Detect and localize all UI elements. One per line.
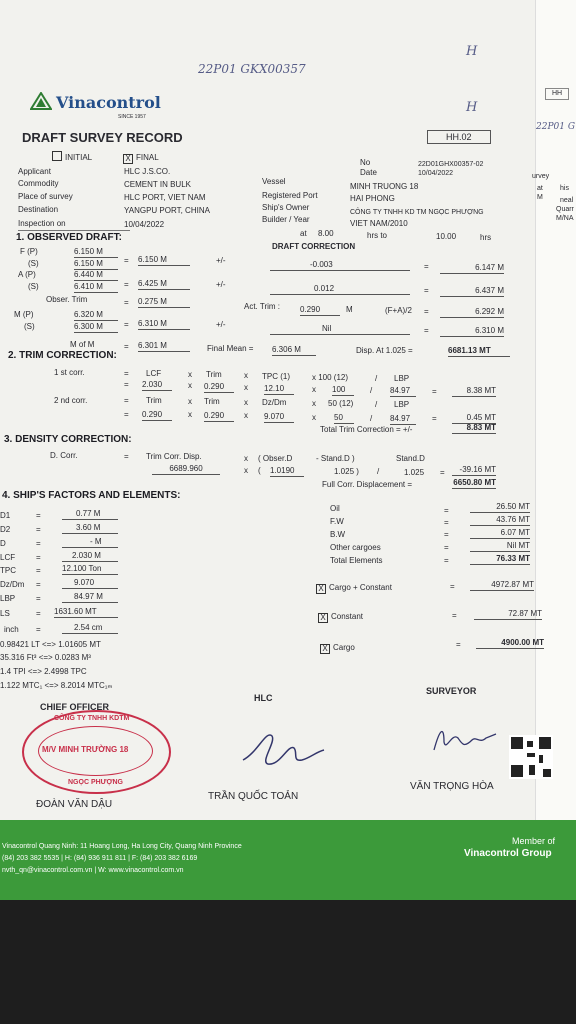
section-trim-correction: 2. TRIM CORRECTION: — [8, 350, 117, 361]
trim-label: Trim — [206, 370, 222, 379]
displacement: 6681.13 MT — [448, 346, 510, 357]
port-label: Registered Port — [262, 191, 318, 200]
dcorr-label: D. Corr. — [50, 451, 78, 460]
chief-officer-label: CHIEF OFFICER — [40, 702, 109, 712]
section-density-correction: 3. DENSITY CORRECTION: — [4, 434, 132, 445]
hlc-label: HLC — [254, 693, 273, 703]
stand-d-label2: Stand.D — [396, 454, 425, 463]
trim-value: 0.290 — [142, 410, 172, 421]
cargo-value: 4900.00 MT — [476, 638, 544, 649]
disp-label: Disp. At 1.025 = — [356, 346, 413, 355]
times-sign: x — [244, 398, 248, 407]
tpc-label: TPC (1) — [262, 372, 290, 381]
factor-label: x 100 (12) — [312, 373, 349, 382]
tcd-label: Trim Corr. Disp. — [146, 452, 202, 461]
factor-value: 0.77 M — [62, 509, 118, 520]
start-time: 8.00 — [318, 229, 334, 238]
element-label: Oil — [330, 504, 340, 513]
equals-sign: = — [124, 298, 129, 307]
stamp-middle-text: M/V MINH TRƯỜNG 18 — [42, 745, 129, 754]
obser-d-label: ( Obser.D — [258, 454, 293, 463]
times-sign: x — [244, 383, 248, 392]
port-value: HAI PHONG — [350, 194, 395, 203]
factor-value: 1631.60 MT — [54, 607, 118, 618]
lcf-label: LCF — [146, 369, 162, 378]
tcd-value: 6689.960 — [152, 464, 220, 475]
mp-label: M (P) — [14, 310, 34, 319]
dzdm-label: Dz/Dm — [262, 398, 287, 407]
element-label: F.W — [330, 517, 344, 526]
fs-label: (S) — [28, 259, 39, 268]
vessel-value: MINH TRUONG 18 — [350, 182, 419, 191]
divide-sign: / — [375, 400, 378, 409]
conversion-line: 1.4 TPI <=> 2.4998 TPC — [0, 667, 87, 676]
final-option: X FINAL — [123, 153, 159, 164]
full-corrected-displacement: 6650.80 MT — [453, 478, 496, 487]
factor-key: LCF — [0, 553, 16, 562]
times-sign: x — [312, 385, 316, 394]
top-right-tab: HH — [545, 88, 569, 100]
survey-document: 22P01 GKX00357 H H 22P01 G HH urvey at M his neal Quarr M/NA Vinacontrol SINCE 1957 DRAFT SURVEY RECORD HH.02 INITIAL X FINAL Applicant Commodity Place of survey Destination Inspection on HLC J.S.CO. CEMENT IN BULK HLC PORT, VIET NAM YANGPU PORT, CHINA 10/04/2022 Vessel Registered Port Ship's Owner Builder / Year No Date 22D01GHX00357-02 10/04/2022 MINH TRUONG 18 HAI PHONG CÔNG TY TNHH KD TM NGỌC PHƯỢNG VIET NAM/2010 at 8.00 hrs to 10.00 hrs 1. OBSERVED DRAFT: DRAFT CORRECTION F (P) 6.150 M (S) 6.150 M = 6.150 M +/- -0.003 = 6.147 M A (P) 6.440 M (S) 6.410 M = 6.425 M +/- 0.012 = 6.437 M Obser. Trim = 0.275 M Act. Trim : 0.290 M (F+A)/2 = 6.292 M M (P) 6.320 M (S) 6.300 M = 6.310 M +/- Nil = 6.310 M M of M = 6.301 M Final Mean = 6.306 M Disp. At 1.025 = 6681.13 MT 2. TRIM CORRECTION: 1 st corr. = LCF x Trim x TPC (1) x 100 (12) / LBP = 2.030 x 0.290 x 12.10 x 100 / 84.97 = 8.38 MT 2 nd corr. = Trim x Trim x Dz/Dm x 50 (12) / LBP = 0.290 x 0.290 x 9.070 x 50 / 84.97 = 0.45 MT Total Trim Correction = +/- 8.83 MT 3. DENSITY CORRECTION: D. Corr. = Trim Corr. Disp. 6689.960 x x ( Obser.D - Stand.D ) ( 1.0190 1.025 ) / Stand.D 1.025 = -39.16 MT Full Corr. Displacement = 6650.80 MT 4. SHIP'S FACTORS AND ELEMENTS: D1 = 0.77 M D2 = 3.60 M D = - M LCF = 2.030 M TPC = 12.100 Ton Dz/Dm = 9.070 LBP = 84.97 M LS = 1631.60 MT inch = 2.54 cm 0.98421 LT <=> 1.01605 MT 35.316 Ft³ <=> 0.0283 M³ 1.4 TPI <=> 2.4998 TPC 1.122 MTC₁ <=> 8.2014 MTC₁ₘ Oil = 26.50 MT F.W = 43.76 MT B.W = 6.07 MT Other cargoes = Nil MT Total Elements = 76.33 MT X Cargo + Constant = 4972.87 MT X Constant = 72.87 MT X Cargo = 4900.00 MT CHIEF OFFICER HLC SURVEYOR CÔNG TY TNHH KDTM M/V MINH TRƯỜNG 18 NGỌC PHƯỢNG ĐOÀN VĂN DẬU TRẦN QUỐC TOẢN VĂN TRỌNG HÒA Vinacontrol Quang Ninh: 11 Hoang Long, Ha Long City, Quang Ninh Province (84) 203 382 5535 | H: (84) 936 911 811 | F: (84) 203 382 6169 nvth_qn@vinacontrol.com.vn | W: www.vinacontrol.com.vn Member of Vinacontrol Group — [0, 0, 576, 900]
form-code: HH.02 — [427, 130, 491, 144]
act-trim-label: Act. Trim : — [244, 302, 280, 311]
conversion-line: 35.316 Ft³ <=> 0.0283 M³ — [0, 653, 91, 662]
hrs-to-label: hrs to — [367, 231, 388, 240]
constant-value: 72.87 MT — [474, 609, 542, 620]
mid-result: 6.310 M — [440, 326, 504, 337]
footer-address: Vinacontrol Quang Ninh: 11 Hoang Long, Ha Long City, Quang Ninh Province — [2, 843, 242, 850]
divide-sign: / — [377, 467, 380, 476]
stand-d-value2: 1.025 — [404, 468, 425, 477]
applicant-value: HLC J.S.CO. — [124, 167, 171, 176]
margin-label: M/NA — [556, 215, 574, 222]
tpc-value: 12.10 — [264, 384, 294, 395]
total-trim-correction: 8.83 MT — [452, 423, 496, 434]
element-value: 76.33 MT — [470, 554, 530, 565]
hlc-signature-icon — [238, 722, 328, 772]
equals-sign: = — [424, 286, 429, 295]
footer-group-name: Vinacontrol Group — [464, 848, 552, 859]
stamp-bottom-text: NGỌC PHƯỢNG — [68, 779, 123, 786]
element-value: 6.07 MT — [470, 528, 530, 539]
fa2-result: 6.292 M — [440, 307, 504, 318]
qr-code-icon — [509, 735, 553, 779]
cargo-constant-checkbox: X — [316, 584, 326, 594]
equals-sign: = — [440, 468, 445, 477]
vinacontrol-logo-icon — [30, 92, 52, 110]
full-corr-label: Full Corr. Displacement = — [322, 480, 413, 489]
unit-m: M — [346, 305, 353, 314]
commodity-label: Commodity — [18, 179, 59, 188]
element-value: 26.50 MT — [470, 502, 530, 513]
factor-value: - M — [62, 537, 118, 548]
stamp-top-text: CÔNG TY TNHH KDTM — [54, 715, 130, 722]
trim-label: Trim — [204, 397, 220, 406]
margin-label: M — [537, 194, 543, 201]
factor-key: TPC — [0, 566, 16, 575]
factor-key: Dz/Dm — [0, 580, 25, 589]
margin-label: neal — [560, 197, 574, 204]
lbp-value: 84.97 — [390, 414, 416, 425]
aft-mean: 6.425 M — [138, 279, 190, 290]
ap-value: 6.440 M — [74, 270, 118, 281]
obser-d-value: 1.0190 — [270, 466, 304, 477]
plus-minus: +/- — [216, 320, 226, 329]
footer-email: nvth_qn@vinacontrol.com.vn | W: www.vinacontrol.com.vn — [2, 867, 184, 874]
date-label: Date — [360, 168, 377, 177]
footer-phone: (84) 203 382 5535 | H: (84) 936 911 811 | F: (84) 203 382 6169 — [2, 855, 198, 862]
density-correction-result: -39.16 MT — [452, 465, 496, 476]
aft-correction: 0.012 — [270, 284, 410, 295]
trim-label: Trim — [146, 396, 162, 405]
document-title: DRAFT SURVEY RECORD — [22, 130, 183, 145]
margin-label: Quarr — [556, 206, 574, 213]
factor-key: LS — [0, 609, 10, 618]
builder-value: VIET NAM/2010 — [350, 219, 408, 228]
margin-label: at — [537, 185, 543, 192]
trim-value: 0.290 — [204, 382, 234, 393]
conversion-line: 0.98421 LT <=> 1.01605 MT — [0, 640, 101, 649]
destination-label: Destination — [18, 205, 59, 214]
lbp-value: 84.97 — [390, 386, 416, 397]
handwritten-reference: 22P01 GKX00357 — [198, 62, 306, 76]
end-time: 10.00 — [436, 232, 457, 241]
constant-row: X Constant — [318, 612, 363, 623]
ms-value: 6.300 M — [74, 322, 118, 333]
equals-sign: = — [124, 342, 129, 351]
draft-correction-heading: DRAFT CORRECTION — [272, 242, 356, 251]
actual-trim: 0.290 — [300, 305, 340, 316]
factor-value: 50 — [334, 413, 354, 424]
factor-value: 100 — [332, 385, 354, 396]
plus-minus: +/- — [216, 280, 226, 289]
commodity-value: CEMENT IN BULK — [124, 180, 191, 189]
equals-sign: = — [424, 326, 429, 335]
handwritten-mark: H — [466, 100, 478, 115]
dark-background — [0, 900, 576, 1024]
date-value: 10/04/2022 — [418, 170, 454, 177]
destination-value: YANGPU PORT, CHINA — [124, 206, 210, 215]
mofm-label: M of M — [70, 340, 95, 349]
fore-mean: 6.150 M — [138, 255, 190, 266]
cargo-constant-value: 4972.87 MT — [470, 580, 534, 591]
cargo-constant-row: X Cargo + Constant — [316, 583, 392, 594]
footer-band — [0, 820, 576, 900]
second-correction-result: 0.45 MT — [452, 413, 496, 424]
mp-value: 6.320 M — [74, 310, 118, 321]
total-trim-label: Total Trim Correction = +/- — [320, 425, 413, 434]
no-label: No — [360, 158, 371, 167]
handwritten-margin-ref: 22P01 G — [536, 122, 576, 132]
divider — [18, 230, 130, 231]
equals-sign: = — [432, 387, 437, 396]
trim-value: 0.290 — [204, 411, 234, 422]
inspection-label: Inspection on — [18, 219, 66, 228]
owner-value: CÔNG TY TNHH KD TM NGỌC PHƯỢNG — [350, 209, 484, 216]
equals-sign: = — [124, 320, 129, 329]
aft-result: 6.437 M — [440, 286, 504, 297]
final-checkbox: X — [123, 154, 133, 164]
lcf-value: 2.030 — [142, 380, 172, 391]
factor-key: inch — [4, 625, 19, 634]
hrs-label: hrs — [480, 233, 492, 242]
lbp-label: LBP — [394, 400, 410, 409]
no-value: 22D01GHX00357-02 — [418, 161, 484, 168]
times-sign: x — [312, 413, 316, 422]
place-value: HLC PORT, VIET NAM — [124, 193, 206, 202]
conversion-line: 1.122 MTC₁ <=> 8.2014 MTC₁ₘ — [0, 681, 113, 690]
factor-key: D — [0, 539, 6, 548]
factor-key: D1 — [0, 511, 11, 520]
factor-key: LBP — [0, 594, 16, 603]
divide-sign: / — [370, 414, 373, 423]
surveyor-signature-icon — [430, 722, 500, 758]
fore-result: 6.147 M — [440, 263, 504, 274]
element-label: B.W — [330, 530, 346, 539]
factor-value: 9.070 — [62, 578, 118, 589]
factor-value: 3.60 M — [62, 523, 118, 534]
margin-label: urvey — [532, 173, 550, 180]
place-label: Place of survey — [18, 192, 73, 201]
as-value: 6.410 M — [74, 282, 118, 293]
initial-option: INITIAL — [52, 151, 92, 163]
dzdm-value: 9.070 — [264, 412, 294, 423]
vessel-label: Vessel — [262, 177, 286, 186]
plus-minus: +/- — [216, 256, 226, 265]
as-label: (S) — [28, 282, 39, 291]
equals-sign: = — [124, 280, 129, 289]
fs-value: 6.150 M — [74, 259, 118, 270]
times-sign: x — [188, 370, 192, 379]
second-corr-label: 2 nd corr. — [54, 396, 88, 405]
section-observed-draft: 1. OBSERVED DRAFT: — [16, 232, 122, 243]
factor-value: 2.54 cm — [62, 623, 118, 634]
constant-checkbox: X — [318, 613, 328, 623]
mean-of-mean: 6.301 M — [138, 341, 190, 352]
divide-sign: / — [375, 374, 378, 383]
equals-sign: = — [124, 256, 129, 265]
at-label: at — [300, 229, 307, 238]
first-correction-result: 8.38 MT — [452, 386, 496, 397]
company-stamp — [22, 710, 171, 794]
equals-sign: = — [432, 414, 437, 423]
times-sign: x — [188, 410, 192, 419]
handwritten-initial: H — [466, 44, 478, 59]
final-mean-label: Final Mean = — [207, 344, 254, 353]
final-mean: 6.306 M — [272, 345, 316, 356]
equals-sign: = — [424, 262, 429, 271]
fp-label: F (P) — [20, 247, 38, 256]
margin-label: his — [560, 185, 569, 192]
stand-d-value: 1.025 ) — [334, 467, 359, 476]
applicant-label: Applicant — [18, 167, 51, 176]
fore-correction: -0.003 — [270, 260, 410, 271]
inspection-value: 10/04/2022 — [124, 220, 165, 229]
footer-member-label: Member of — [512, 836, 556, 846]
cargo-row: X Cargo — [320, 643, 355, 654]
obs-trim-label: Obser. Trim — [46, 295, 88, 304]
surveyor-name: VĂN TRỌNG HÒA — [410, 781, 494, 792]
times-sign: x — [188, 397, 192, 406]
initial-checkbox — [52, 151, 62, 161]
observed-trim: 0.275 M — [138, 297, 190, 308]
times-sign: x — [312, 399, 316, 408]
element-label: Total Elements — [330, 556, 383, 565]
lbp-label: LBP — [394, 374, 410, 383]
section-ships-factors: 4. SHIP'S FACTORS AND ELEMENTS: — [2, 490, 181, 501]
factor-value: 84.97 M — [62, 592, 118, 603]
mid-correction: Nil — [270, 324, 410, 335]
factor-key: D2 — [0, 525, 11, 534]
factor-value: 12.100 Ton — [62, 564, 118, 575]
element-value: Nil MT — [470, 541, 530, 552]
times-sign: x — [244, 371, 248, 380]
fp-value: 6.150 M — [74, 247, 118, 258]
element-value: 43.76 MT — [470, 515, 530, 526]
element-label: Other cargoes — [330, 543, 381, 552]
ap-label: A (P) — [18, 270, 36, 279]
first-corr-label: 1 st corr. — [54, 368, 85, 377]
chief-officer-name: ĐOÀN VĂN DẬU — [36, 799, 113, 810]
ms-label: (S) — [24, 322, 35, 331]
brand-since: SINCE 1957 — [118, 114, 146, 120]
owner-label: Ship's Owner — [262, 203, 310, 212]
times-sign: x — [188, 381, 192, 390]
cargo-checkbox: X — [320, 644, 330, 654]
builder-label: Builder / Year — [262, 215, 310, 224]
surveyor-label: SURVEYOR — [426, 686, 477, 696]
fa2-label: (F+A)/2 — [385, 306, 412, 315]
times-sign: x — [244, 411, 248, 420]
brand-name: Vinacontrol — [56, 93, 161, 112]
equals-sign: = — [424, 307, 429, 316]
stand-d-label: - Stand.D ) — [316, 454, 355, 463]
hlc-name: TRẦN QUỐC TOẢN — [208, 791, 299, 802]
divide-sign: / — [370, 386, 373, 395]
mid-mean: 6.310 M — [138, 319, 190, 330]
factor-value: 2.030 M — [62, 551, 118, 562]
factor-label: 50 (12) — [328, 399, 354, 408]
